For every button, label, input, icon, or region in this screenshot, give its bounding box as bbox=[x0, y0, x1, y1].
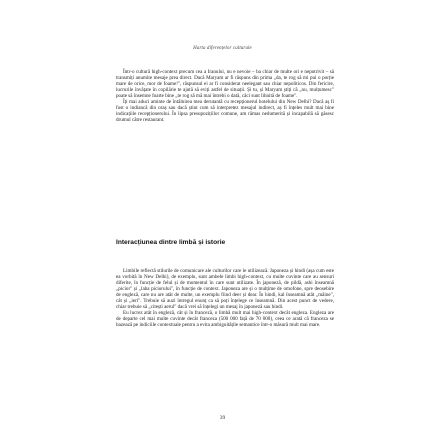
page-number: 39 bbox=[219, 415, 226, 421]
section-1-text bbox=[116, 69, 334, 123]
paragraph: Într-o cultură high-context precum cea a Iranului, nu e nevoie – ba chiar de multe ori e nepotrivit – să transmiți anumite mesaje prea direct. Dacă Maryam ar fi răspuns din prima „da, te rog să mi pui o porție mare de orice, mor de foame!", răspunsul ei ar fi considerat neelegant sau chiar nepoliticos. Din fericire, lucrurile învățate în copilărie te ajută să eviți astfel de situații. Și tu, și Maryam știți că „nu, mulțumesc" poate să însemne foarte bine „te rog să mă mai întrebi o dată, căci sunt lihnită de foame". bbox=[116, 69, 334, 100]
paragraph: Îți mai aduci aminte de întâlnirea mea derutantă cu recepționerul hotelului din New Delhi? Dacă aș fi fost o indiancă din oraș sau dacă știut cum să interpretez mesajul indirect, aș fi înțeles mult mai bine indicațiile recepționerului. În lipsa presupozițiilor comune, am rămas nedumerită și incapabilă să găsesc drumul către restaurant. bbox=[116, 99, 334, 124]
running-header: Harta diferențelor culturale bbox=[193, 46, 252, 51]
section-heading: Interacțiunea dintre limbă și istorie bbox=[116, 239, 226, 246]
section-2-text bbox=[116, 268, 334, 328]
paragraph: Limbile reflectă stilurile de comunicare ale culturilor care le utilizează. Japoneza și hindi (așa cum este ea vorbită în New Delhi), de exemplu, sunt ambele limbi high-context, cu multe cuvinte care au sensuri diferite, în funcție de felul și de momentul în care sunt utilizate. În japoneză, de pildă, ashi înseamnă „picior" și „laba piciorului", în funcție de context. Japoneza are și o mulțime de omofone, spre deosebire de engleză, care nu are atât de multe, un exemplu fiind deer și dear. În hindi, kal înseamnă atât „mâine", cât și „ieri". Trebuie să auzi întregul enunț ca să poți înțelege ce înseamnă. Din acest punct de vedere, chiar trebuie să „citești aerul" dacă vrei să înțelegi un mesaj în japoneză sau hindi. bbox=[116, 268, 334, 311]
paragraph: Eu lucrez atât în engleză, cât și în franceză, o limbă mult mai high-context decât engleza. Engleza are de departe cel mai multe cuvinte decât franceza (500 000 față de 70 000), ceea ce arată că franceza se bazează pe indiciile contextuale pentru a evita ambiguitățile semantice într-o măsură mult mai mare. bbox=[116, 310, 334, 329]
